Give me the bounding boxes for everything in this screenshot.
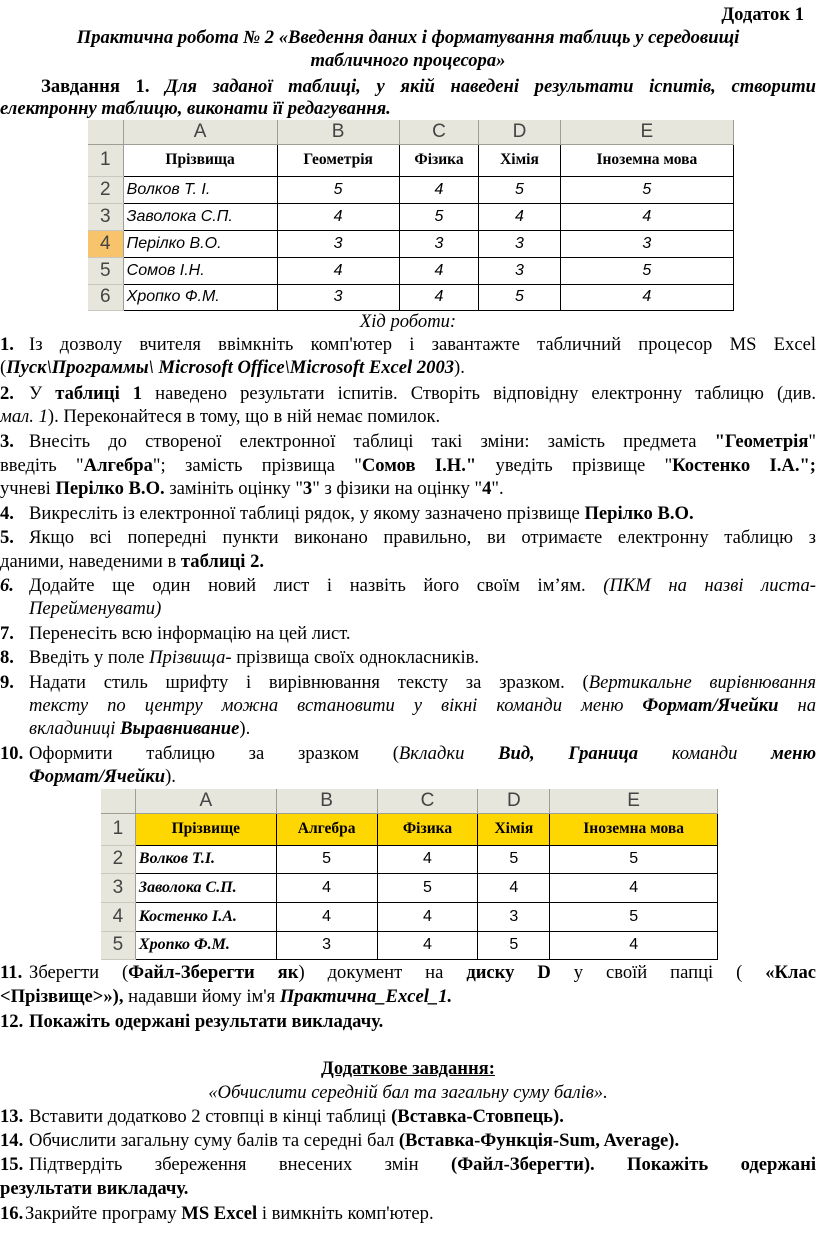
header-cell: Прізвища bbox=[123, 144, 277, 176]
step-3-text-end: учневі Перілко В.О. замініть оцінку "3" з фізики на оцінку "4". bbox=[0, 478, 504, 499]
step-11-text-cont: <Прізвище>»), надавши йому ім'я Практична_Excel_1. bbox=[0, 986, 453, 1007]
spreadsheet-table-1 bbox=[88, 120, 734, 311]
grade-cell: 4 bbox=[377, 902, 478, 931]
step-4-number: 4. bbox=[0, 503, 14, 524]
column-header: C bbox=[377, 789, 478, 813]
step-14-text: Обчислити загальну суму балів та середні бал (Вставка-Функція-Sum, Average). bbox=[29, 1130, 680, 1151]
grade-cell: 4 bbox=[377, 845, 478, 873]
step-3-text: Внесіть до створеної електронної таблиці такі зміни: замість предмета "Геометрія" bbox=[29, 431, 816, 452]
step-15-text-cont: результати викладачу. bbox=[0, 1178, 189, 1199]
header-cell: Прізвище bbox=[135, 813, 276, 845]
step-11-number: 11. bbox=[0, 962, 23, 983]
step-5-text: Якщо всі попередні пункти виконано правильно, ви отримаєте електронну таблицю з bbox=[29, 527, 816, 548]
row-header-selected: 4 bbox=[88, 230, 123, 257]
header-cell: Фізика bbox=[377, 813, 478, 845]
step-2-number: 2. bbox=[0, 383, 14, 404]
grade-cell: 5 bbox=[277, 176, 399, 203]
grade-cell: 4 bbox=[277, 203, 399, 230]
grade-cell: 3 bbox=[560, 230, 733, 257]
column-header: A bbox=[135, 789, 276, 813]
step-12-number: 12. bbox=[0, 1011, 24, 1032]
grade-cell: 5 bbox=[550, 845, 718, 873]
step-8-number: 8. bbox=[0, 647, 14, 668]
step-4-text: Викресліть із електронної таблиці рядок, у якому зазначено прізвище Перілко В.О. bbox=[29, 503, 694, 524]
title-line-2: табличного процесора» bbox=[310, 50, 506, 71]
grade-cell: 4 bbox=[399, 176, 478, 203]
grade-cell: 3 bbox=[277, 230, 399, 257]
step-1-text: Із дозволу вчителя ввімкніть комп'ютер і завантажте табличний процесор MS Excel bbox=[29, 334, 816, 355]
step-6-text: Додайте ще один новий лист і назвіть його своїм ім’ям. (ПКМ на назві листа- bbox=[29, 575, 816, 596]
column-header: E bbox=[550, 789, 718, 813]
name-cell: Перілко В.О. bbox=[123, 230, 277, 257]
grade-cell: 4 bbox=[550, 873, 718, 902]
row-header: 5 bbox=[88, 257, 123, 284]
grade-cell: 4 bbox=[550, 931, 718, 959]
grade-cell: 3 bbox=[276, 931, 377, 959]
step-1-number: 1. bbox=[0, 334, 14, 355]
header-cell: Іноземна мова bbox=[560, 144, 733, 176]
grade-cell: 5 bbox=[560, 176, 733, 203]
progress-title: Хід роботи: bbox=[359, 311, 457, 332]
step-3-text-cont: введіть "Алгебра"; замість прізвища "Сомов І.Н." уведіть прізвище "Костенко І.А."; bbox=[0, 455, 816, 476]
grade-cell: 5 bbox=[276, 845, 377, 873]
task-text: Для заданої таблиці, у якій наведені результати іспитів, створити bbox=[165, 76, 816, 97]
task-label: Завдання 1. bbox=[41, 76, 150, 97]
grade-cell: 3 bbox=[277, 284, 399, 310]
grade-cell: 4 bbox=[399, 284, 478, 310]
row-header: 2 bbox=[88, 176, 123, 203]
column-header: C bbox=[399, 120, 478, 144]
grade-cell: 4 bbox=[479, 203, 561, 230]
row-header: 5 bbox=[101, 931, 135, 959]
row-header: 3 bbox=[88, 203, 123, 230]
column-header: E bbox=[560, 120, 733, 144]
step-16-text: Закрийте програму MS Excel і вимкніть комп'ютер. bbox=[25, 1203, 434, 1224]
name-cell: Сомов І.Н. bbox=[123, 257, 277, 284]
step-5-number: 5. bbox=[0, 527, 14, 548]
grade-cell: 5 bbox=[560, 257, 733, 284]
grade-cell: 4 bbox=[277, 257, 399, 284]
grade-cell: 3 bbox=[479, 257, 561, 284]
step-7-number: 7. bbox=[0, 623, 14, 644]
step-1-path: (Пуск\Программы\ Microsoft Office\Microsoft Excel 2003). bbox=[0, 357, 465, 378]
name-cell: Заволока С.П. bbox=[135, 873, 276, 902]
column-header: D bbox=[479, 120, 561, 144]
corner-cell bbox=[88, 120, 123, 144]
header-cell: Хімія bbox=[478, 813, 550, 845]
step-15-number: 15. bbox=[0, 1154, 24, 1175]
column-header: B bbox=[277, 120, 399, 144]
extra-task-title: Додаткове завдання: bbox=[321, 1058, 495, 1079]
step-9-number: 9. bbox=[0, 672, 14, 693]
step-9-text-cont: тексту по центру можна встановити у вікні команди меню Формат/Ячейки на bbox=[29, 695, 816, 716]
row-header: 1 bbox=[101, 813, 135, 845]
grade-cell: 4 bbox=[276, 902, 377, 931]
header-cell: Алгебра bbox=[276, 813, 377, 845]
step-11-text: Зберегти (Файл-Зберегти як) документ на диску D у своїй папці ( «Клас bbox=[29, 962, 816, 983]
step-7-text: Перенесіть всю інформацію на цей лист. bbox=[29, 623, 351, 644]
step-9-text-end: вкладиниці Выравнивание). bbox=[29, 718, 251, 739]
name-cell: Волков Т. І. bbox=[123, 176, 277, 203]
grade-cell: 5 bbox=[399, 203, 478, 230]
header-cell: Іноземна мова bbox=[550, 813, 718, 845]
grade-cell: 4 bbox=[560, 203, 733, 230]
grade-cell: 5 bbox=[550, 902, 718, 931]
step-10-number: 10. bbox=[0, 743, 24, 764]
name-cell: Хропко Ф.М. bbox=[135, 931, 276, 959]
spreadsheet-table-2 bbox=[101, 789, 718, 960]
grade-cell: 5 bbox=[479, 284, 561, 310]
row-header: 4 bbox=[101, 902, 135, 931]
task-1-line-2: електронну таблицю, виконати її редагування. bbox=[0, 98, 391, 119]
step-2-text-cont: мал. 1). Переконайтеся в тому, що в ній немає помилок. bbox=[0, 406, 441, 427]
column-header: A bbox=[123, 120, 277, 144]
step-10-text-cont: Формат/Ячейки). bbox=[29, 766, 176, 787]
step-9-text: Надати стиль шрифту і вирівнювання тексту за зразком. (Вертикальне вирівнювання bbox=[29, 672, 816, 693]
grade-cell: 5 bbox=[478, 931, 550, 959]
grade-cell: 3 bbox=[399, 230, 478, 257]
grade-cell: 5 bbox=[479, 176, 561, 203]
step-6-number: 6. bbox=[0, 575, 14, 596]
row-header: 1 bbox=[88, 144, 123, 176]
step-12-text: Покажіть одержані результати викладачу. bbox=[29, 1011, 384, 1032]
name-cell: Хропко Ф.М. bbox=[123, 284, 277, 310]
grade-cell: 4 bbox=[399, 257, 478, 284]
step-10-text: Оформити таблицю за зразком (Вкладки Вид, Граница команди меню bbox=[29, 743, 816, 764]
row-header: 6 bbox=[88, 284, 123, 310]
title-line-1: Практична робота № 2 «Введення даних і форматування таблиць у середовищі bbox=[76, 27, 740, 48]
name-cell: Костенко І.А. bbox=[135, 902, 276, 931]
row-header: 3 bbox=[101, 873, 135, 902]
grade-cell: 5 bbox=[377, 873, 478, 902]
header-cell: Хімія bbox=[479, 144, 561, 176]
column-header: D bbox=[478, 789, 550, 813]
name-cell: Волков Т.І. bbox=[135, 845, 276, 873]
grade-cell: 3 bbox=[478, 902, 550, 931]
grade-cell: 4 bbox=[377, 931, 478, 959]
appendix-label: Додаток 1 bbox=[721, 4, 804, 25]
step-13-number: 13. bbox=[0, 1106, 24, 1127]
step-13-text: Вставити додатково 2 стовпці в кінці таблиці (Вставка-Стовпець). bbox=[29, 1106, 564, 1127]
grade-cell: 4 bbox=[560, 284, 733, 310]
grade-cell: 4 bbox=[478, 873, 550, 902]
row-header: 2 bbox=[101, 845, 135, 873]
header-cell: Геометрія bbox=[277, 144, 399, 176]
step-5-text-cont: даними, наведеними в таблиці 2. bbox=[0, 551, 265, 572]
step-14-number: 14. bbox=[0, 1130, 24, 1151]
header-cell: Фізика bbox=[399, 144, 478, 176]
step-16-number: 16. bbox=[0, 1203, 24, 1224]
step-3-number: 3. bbox=[0, 431, 14, 452]
grade-cell: 4 bbox=[276, 873, 377, 902]
step-15-text: Підтвердіть збереження внесених змін (Файл-Зберегти). Покажіть одержані bbox=[29, 1154, 816, 1175]
column-header: B bbox=[276, 789, 377, 813]
corner-cell bbox=[101, 789, 135, 813]
task-1-line-1 bbox=[41, 76, 816, 98]
grade-cell: 3 bbox=[479, 230, 561, 257]
name-cell: Заволока С.П. bbox=[123, 203, 277, 230]
step-6-text-cont: Перейменувати) bbox=[29, 598, 162, 619]
extra-task-subtitle: «Обчислити середній бал та загальну суму балів». bbox=[208, 1082, 608, 1103]
step-2-text: У таблиці 1 наведено результати іспитів. Створіть відповідну електронну таблицю (див. bbox=[29, 383, 816, 404]
grade-cell: 5 bbox=[478, 845, 550, 873]
step-8-text: Введіть у поле Прізвища- прізвища своїх однокласників. bbox=[29, 647, 480, 668]
